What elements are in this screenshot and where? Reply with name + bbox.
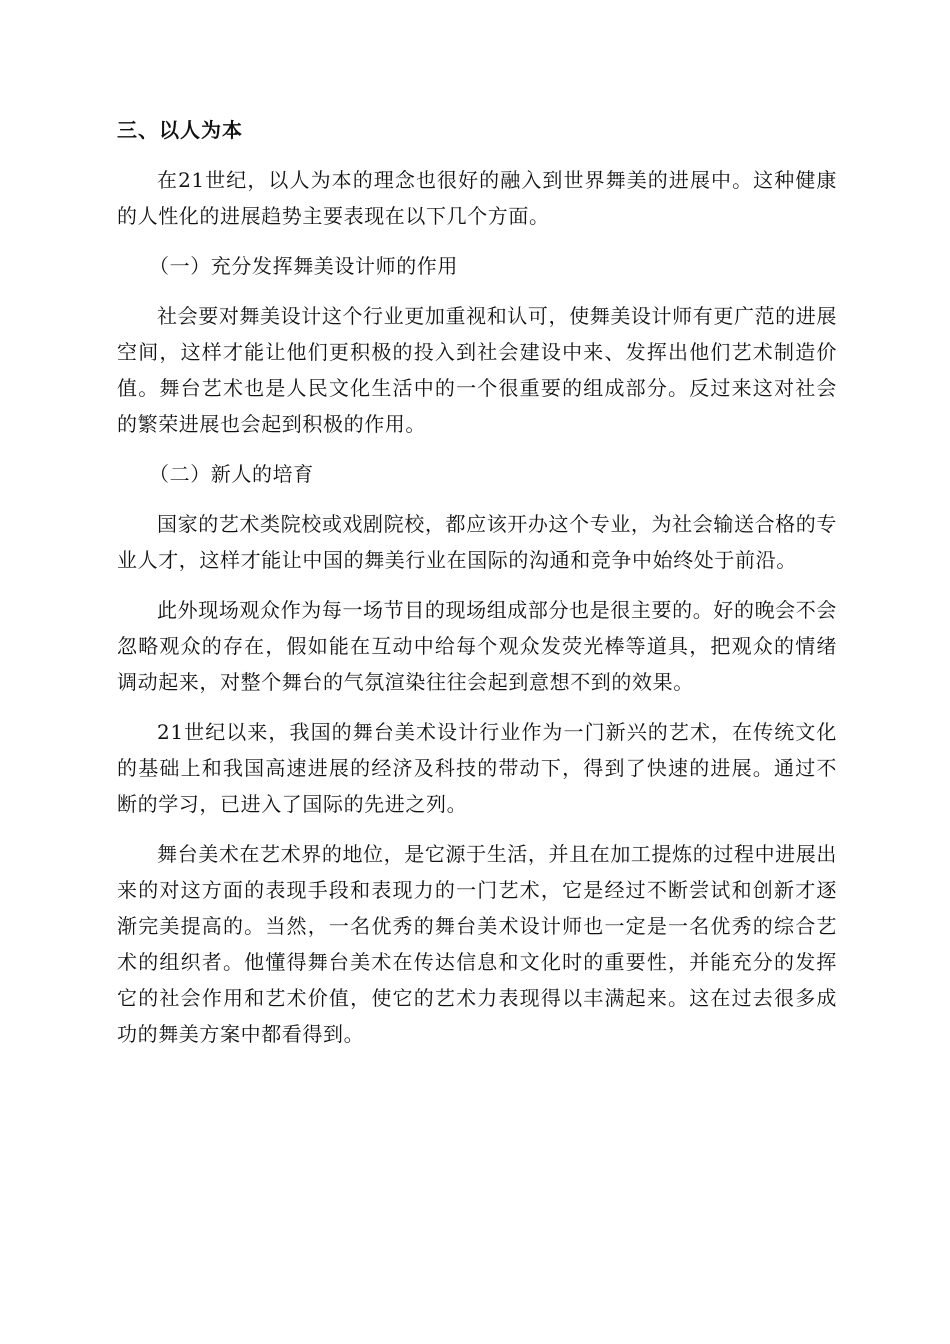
paragraph-4: 21世纪以来，我国的舞台美术设计行业作为一门新兴的艺术，在传统文化的基础上和我国高速进展的经济及科技的带动下，得到了快速的进展。通过不断的学习，已进入了国际的先进之列。 (117, 720, 837, 816)
paragraph-3: 此外现场观众作为每一场节目的现场组成部分也是很主要的。好的晚会不会忽略观众的存在，假如能在互动中给每个观众发荧光棒等道具，把观众的情绪调动起来，对整个舞台的气氛渲染往往会起到意想不到的效果。 (117, 598, 837, 694)
paragraph-5: 舞台美术在艺术界的地位，是它源于生活，并且在加工提炼的过程中进展出来的对这方面的表现手段和表现力的一门艺术，它是经过不断尝试和创新才逐渐完美提高的。当然，一名优秀的舞台美术设计师也一定是一名优秀的综合艺术的组织者。他懂得舞台美术在传达信息和文化时的重要性，并能充分的发挥它的社会作用和艺术价值，使它的艺术力表现得以丰满起来。这在过去很多成功的舞美方案中都看得到。 (117, 842, 837, 1046)
subheading-2: （二）新人的培育 (149, 462, 314, 486)
document-page (117, 112, 837, 1066)
section-heading: 三、以人为本 (117, 118, 243, 142)
intro-paragraph: 在21世纪，以人为本的理念也很好的融入到世界舞美的进展中。这种健康的人性化的进展趋势主要表现在以下几个方面。 (117, 168, 837, 228)
paragraph-1: 社会要对舞美设计这个行业更加重视和认可，使舞美设计师有更广范的进展空间，这样才能让他们更积极的投入到社会建设中来、发挥出他们艺术制造价值。舞台艺术也是人民文化生活中的一个很重要的组成部分。反过来这对社会的繁荣进展也会起到积极的作用。 (117, 304, 837, 436)
subheading-1: （一）充分发挥舞美设计师的作用 (149, 254, 458, 278)
paragraph-2: 国家的艺术类院校或戏剧院校，都应该开办这个专业，为社会输送合格的专业人才，这样才能让中国的舞美行业在国际的沟通和竞争中始终处于前沿。 (117, 512, 837, 572)
